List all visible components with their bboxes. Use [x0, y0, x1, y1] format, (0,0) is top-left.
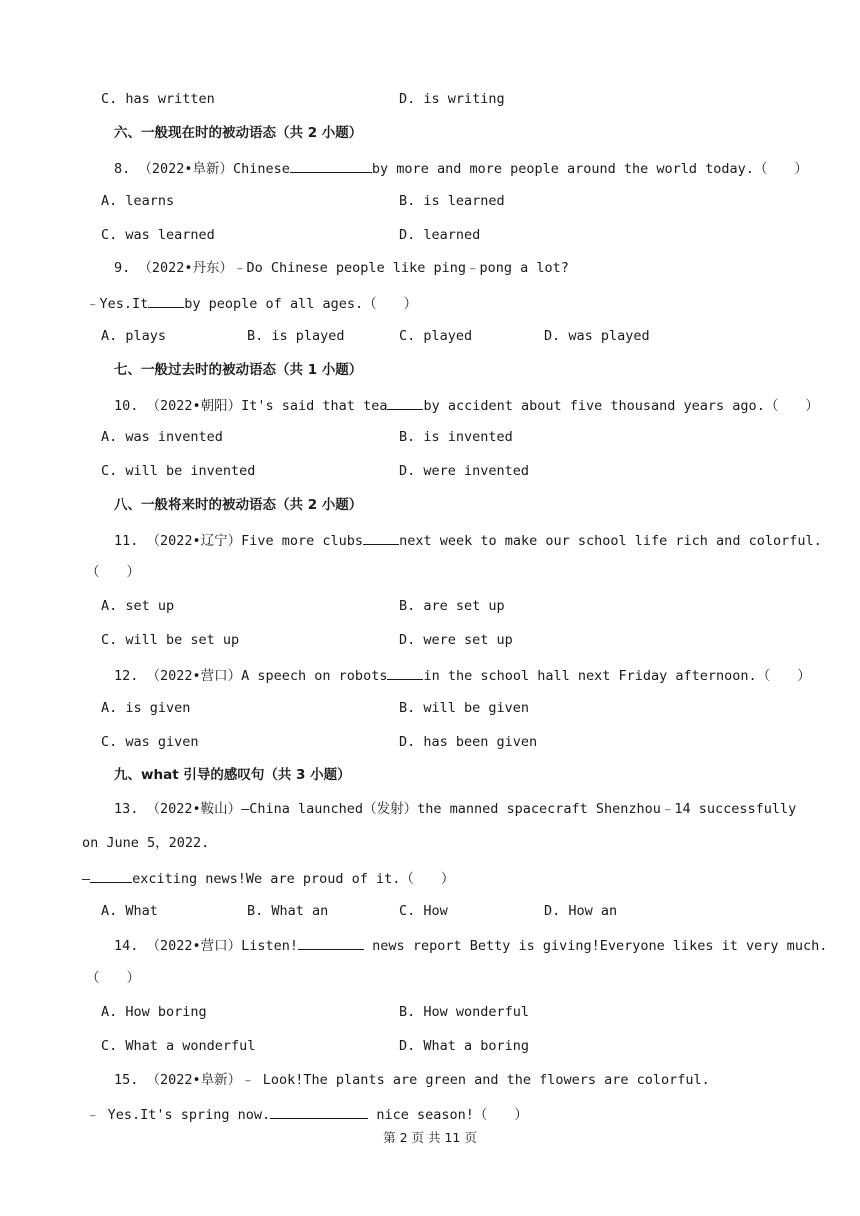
option-d: D. were invented: [399, 463, 530, 479]
option-b: B. How wonderful: [399, 1004, 530, 1020]
option-b: B. is invented: [399, 429, 513, 445]
option-c: C. How: [399, 903, 448, 919]
answer-blank: [387, 395, 423, 410]
question-9: 9. （2022•丹东）﹣Do Chinese people like ping﹣pong a lot?: [114, 260, 569, 276]
answer-blank: [90, 868, 132, 883]
answer-parentheses: （ ）: [86, 970, 140, 986]
option-d: D. learned: [399, 227, 481, 243]
option-b: B. What an: [247, 903, 329, 919]
option-a: A. was invented: [101, 429, 223, 445]
option-c: C. was given: [101, 734, 199, 750]
option-b: B. are set up: [399, 598, 505, 614]
answer-blank: [363, 530, 399, 545]
option-d: D. What a boring: [399, 1038, 530, 1054]
answer-parentheses: （ ）: [86, 564, 140, 580]
answer-blank: [387, 665, 423, 680]
option-d: D. were set up: [399, 632, 513, 648]
option-a: A. is given: [101, 700, 191, 716]
question-10: 10. （2022•朝阳）It's said that tea by accident about five thousand years ago.（ ）: [114, 395, 819, 415]
option-c: C. will be invented: [101, 463, 256, 479]
question-12: 12. （2022•营口）A speech on robots in the school hall next Friday afternoon.（ ）: [114, 665, 811, 685]
option-d: D. was played: [544, 328, 650, 344]
option-a: A. plays: [101, 328, 167, 344]
section-heading: 八、一般将来时的被动语态（共 2 小题）: [114, 497, 363, 513]
option-c: C. will be set up: [101, 632, 240, 648]
question-15: 15. （2022•阜新）﹣ Look!The plants are green and the flowers are colorful.: [114, 1072, 710, 1088]
section-heading: 六、一般现在时的被动语态（共 2 小题）: [114, 125, 363, 141]
option-d: D. is writing: [399, 91, 505, 107]
question-15-reply: ﹣ Yes.It's spring now. nice season!（ ）: [86, 1104, 528, 1124]
option-a: A. learns: [101, 193, 175, 209]
option-b: B. will be given: [399, 700, 530, 716]
option-c: C. played: [399, 328, 473, 344]
question-13: 13. （2022•鞍山）—China launched（发射）the manned spacecraft Shenzhou﹣14 successfully: [114, 801, 797, 817]
section-heading: 七、一般过去时的被动语态（共 1 小题）: [114, 362, 363, 378]
option-c: C. was learned: [101, 227, 215, 243]
section-heading: 九、what 引导的感叹句（共 3 小题）: [114, 767, 351, 783]
option-d: D. has been given: [399, 734, 538, 750]
question-14: 14. （2022•营口）Listen! news report Betty is giving!Everyone likes it very much.: [114, 935, 827, 955]
option-b: B. is learned: [399, 193, 505, 209]
question-8: 8. （2022•阜新）Chinese by more and more people around the world today.（ ）: [114, 158, 808, 178]
question-13-cont: on June 5，2022.: [82, 835, 210, 851]
answer-blank: [270, 1104, 368, 1119]
question-11: 11. （2022•辽宁）Five more clubs next week to make our school life rich and colorful.: [114, 530, 822, 550]
option-a: A. How boring: [101, 1004, 207, 1020]
option-c: C. What a wonderful: [101, 1038, 256, 1054]
answer-blank: [148, 293, 184, 308]
option-c: C. has written: [101, 91, 215, 107]
page-number-footer: 第 2 页 共 11 页: [383, 1130, 477, 1145]
question-13-reply: — exciting news!We are proud of it.（ ）: [82, 868, 454, 888]
question-9-reply: ﹣Yes.It by people of all ages.（ ）: [86, 293, 417, 313]
answer-blank: [298, 935, 364, 950]
option-b: B. is played: [247, 328, 345, 344]
option-a: A. What: [101, 903, 158, 919]
option-d: D. How an: [544, 903, 618, 919]
answer-blank: [290, 158, 372, 173]
option-a: A. set up: [101, 598, 175, 614]
